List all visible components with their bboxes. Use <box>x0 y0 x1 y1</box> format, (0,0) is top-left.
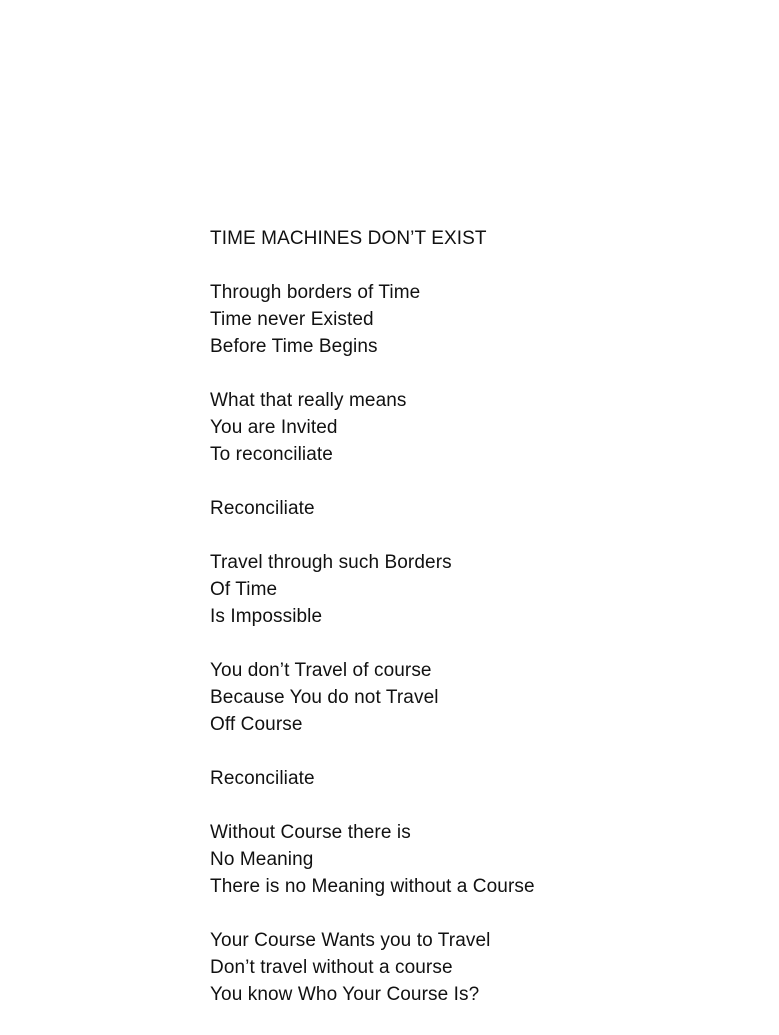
stanza-1 <box>210 279 730 360</box>
stanza-2 <box>210 387 730 468</box>
poem-line: There is no Meaning without a Course <box>210 876 535 897</box>
poem-line: Reconciliate <box>210 498 315 519</box>
stanza-5 <box>210 657 730 738</box>
poem-line: Before Time Begins <box>210 336 378 357</box>
poem-line: To reconciliate <box>210 444 333 465</box>
poem-line: Because You do not Travel <box>210 687 439 708</box>
stanza-6 <box>210 765 730 792</box>
poem-line: What that really means <box>210 390 407 411</box>
poem-line: Without Course there is <box>210 822 411 843</box>
poem-line: Reconciliate <box>210 768 315 789</box>
poem-line: Of Time <box>210 579 278 600</box>
poem-line: No Meaning <box>210 849 314 870</box>
stanza-4 <box>210 549 730 630</box>
stanza-8 <box>210 927 730 1008</box>
poem-line: Off Course <box>210 714 303 735</box>
poem-line: You don’t Travel of course <box>210 660 432 681</box>
poem-line: You know Who Your Course Is? <box>210 984 480 1005</box>
poem-line: Don’t travel without a course <box>210 957 453 978</box>
poem-line: Through borders of Time <box>210 282 421 303</box>
poem-line: Is Impossible <box>210 606 323 627</box>
poem-title: TIME MACHINES DON’T EXIST <box>210 228 487 249</box>
stanza-7 <box>210 819 730 900</box>
poem-line: Your Course Wants you to Travel <box>210 930 491 951</box>
stanza-3 <box>210 495 730 522</box>
poem <box>210 225 730 1035</box>
poem-line: Time never Existed <box>210 309 374 330</box>
poem-line: You are Invited <box>210 417 338 438</box>
poem-line: Travel through such Borders <box>210 552 452 573</box>
